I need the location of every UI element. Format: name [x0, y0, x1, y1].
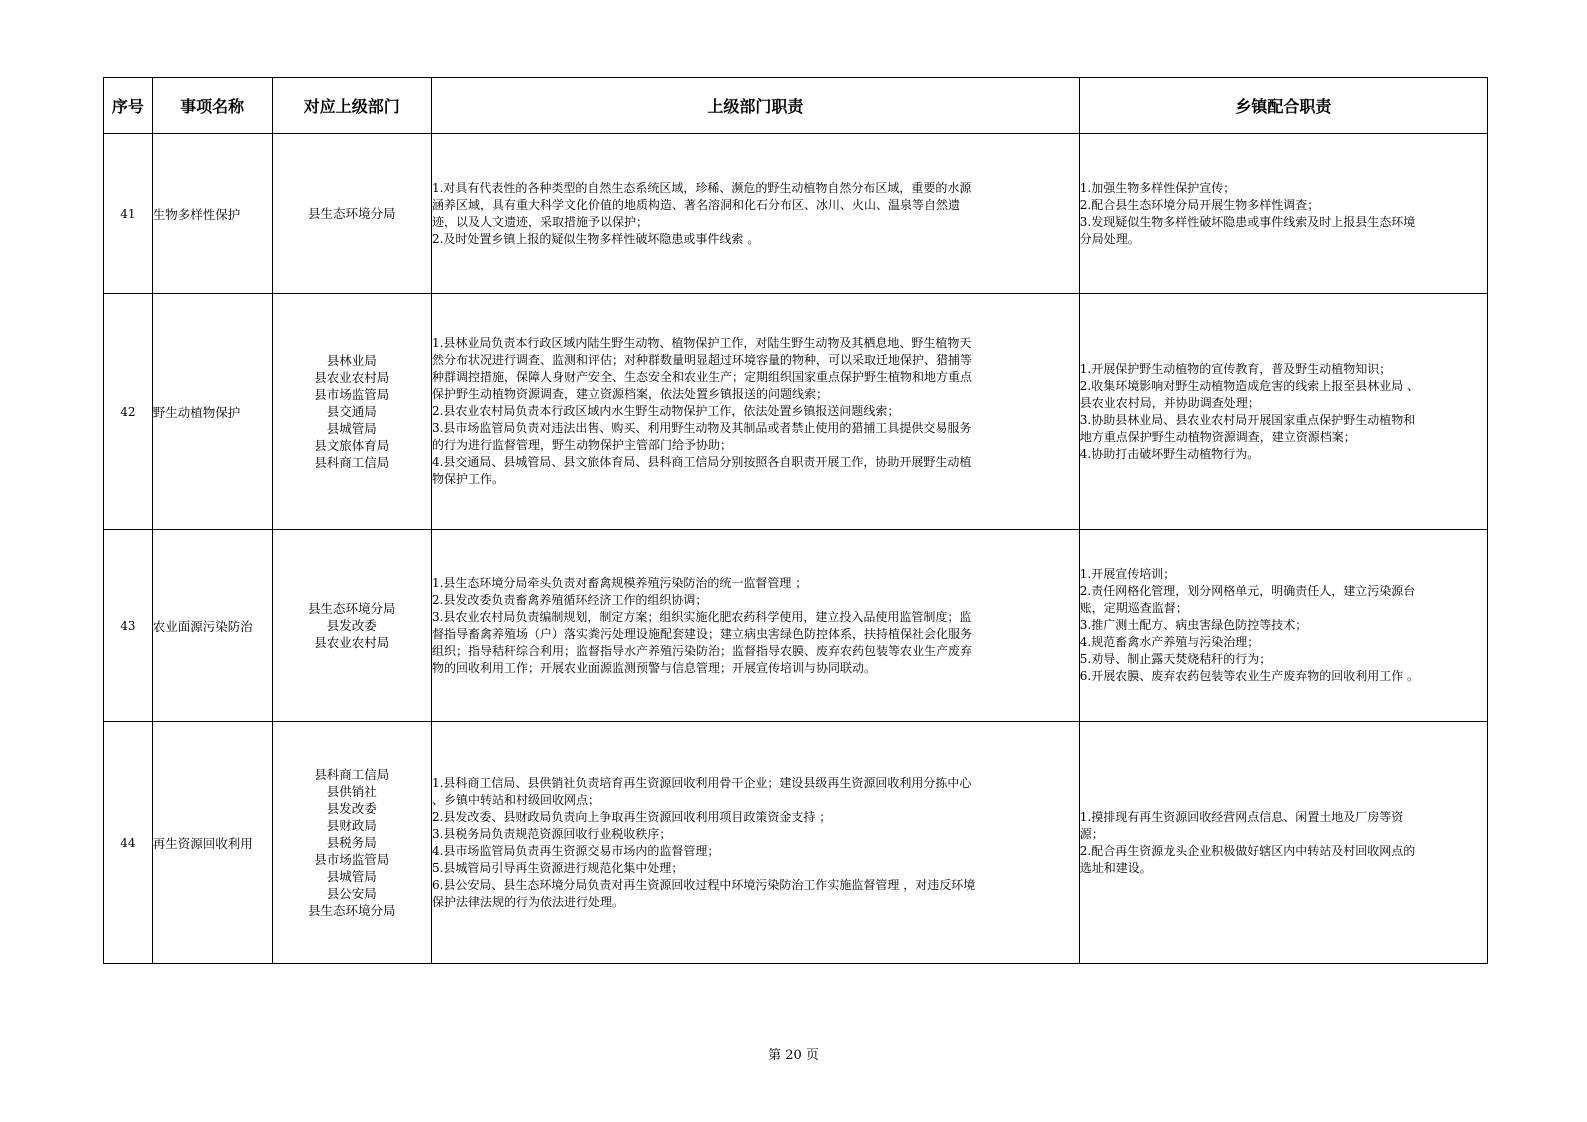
- duty-line: 4.县市场监管局负责再生资源交易市场内的监督管理；: [431, 843, 720, 858]
- duty-line: 2.县农业农村局负责本行政区域内水生野生动物保护工作，依法处置乡镇报送问题线索；: [431, 404, 900, 418]
- duty-line: 4.规范畜禽水产养殖与污染治理；: [1079, 635, 1260, 649]
- department-name: 县文旅体育局: [314, 438, 390, 453]
- duty-line: 然分布状况进行调查、监测和评估；对种群数量明显超过环境容量的物种，可以采取迁地保护、猎捕等: [431, 353, 972, 367]
- table-row: [104, 722, 1488, 964]
- row-town-duties: [1079, 294, 1487, 530]
- table-row: [104, 134, 1488, 294]
- department-name: 县发改委: [326, 801, 377, 816]
- department-name: 县公安局: [326, 886, 377, 901]
- department-name: 县财政局: [326, 818, 377, 833]
- row-item-name: 农业面源污染防治: [152, 530, 272, 722]
- row-seq: 43: [104, 530, 153, 722]
- department-name: 县科商工信局: [314, 767, 390, 782]
- duty-line: 3.协助县林业局、县农业农村局开展国家重点保护野生动植物和: [1079, 412, 1416, 427]
- duty-line: 6.开展农膜、废弃农药包装等农业生产废弃物的回收利用工作 。: [1079, 669, 1420, 683]
- duty-line: 种群调控措施，保障人身财产安全、生态安全和农业生产；定期组织国家重点保护野生植物和地方重点: [431, 370, 972, 384]
- row-upper-duties: [431, 722, 1079, 964]
- duty-line: 、乡镇中转站和村级回收网点；: [431, 792, 600, 807]
- duty-line: 源；: [1079, 826, 1104, 841]
- table-row: [104, 294, 1488, 530]
- duty-line: 3.发现疑似生物多样性破坏隐患或事件线索及时上报县生态环境: [1079, 214, 1416, 229]
- duty-line: 6.县公安局、县生态环境分局负责对再生资源回收过程中环境污染防治工作实施监督管理 ，对违反环境: [431, 877, 976, 892]
- duty-line: 2.县发改委、县财政局负责向上争取再生资源回收利用项目政策资金支持 ；: [431, 809, 832, 824]
- table-row: [104, 530, 1488, 722]
- row-departments: [272, 294, 431, 530]
- department-name: 县农业农村局: [314, 635, 390, 650]
- duty-line: 2.及时处置乡镇上报的疑似生物多样性破坏隐患或事件线索 。: [431, 231, 760, 246]
- duty-line: 1.加强生物多样性保护宣传；: [1079, 180, 1236, 195]
- department-name: 县发改委: [326, 618, 377, 633]
- duty-line: 县农业农村局，并协助调查处理；: [1079, 395, 1260, 410]
- header-item-name: 事项名称: [152, 78, 272, 134]
- duty-line: 2.配合再生资源龙头企业积极做好辖区内中转站及村回收网点的: [1079, 843, 1416, 858]
- duty-line: 分局处理。: [1079, 231, 1140, 246]
- row-seq: 41: [104, 134, 153, 294]
- department-name: 县交通局: [326, 404, 377, 419]
- duty-line: 3.县税务局负责规范资源回收行业税收秩序；: [431, 826, 672, 841]
- row-seq: 42: [104, 294, 153, 530]
- row-departments: [272, 722, 431, 964]
- department-name: 县生态环境分局: [307, 601, 396, 616]
- department-name: 县生态环境分局: [307, 903, 396, 918]
- duty-line: 1.县林业局负责本行政区域内陆生野生动物、植物保护工作，对陆生野生动物及其栖息地、野生植物天: [431, 336, 972, 350]
- row-seq: 44: [104, 722, 153, 964]
- duty-line: 5.劝导、制止露天焚烧秸秆的行为；: [1079, 652, 1272, 666]
- department-name: 县税务局: [326, 835, 377, 850]
- duty-line: 涵养区域，具有重大科学文化价值的地质构造、著名溶洞和化石分布区、冰川、火山、温泉等自然遗: [431, 197, 960, 212]
- row-town-duties: [1079, 530, 1487, 722]
- duty-line: 物保护工作。: [431, 472, 504, 486]
- header-upper-duties: 上级部门职责: [431, 78, 1079, 134]
- duty-line: 1.开展宣传培训；: [1079, 567, 1176, 581]
- department-name: 县生态环境分局: [307, 206, 396, 221]
- header-seq: 序号: [104, 78, 153, 134]
- duty-line: 账，定期巡查监督；: [1079, 601, 1188, 615]
- row-town-duties: [1079, 134, 1487, 294]
- department-name: 县城管局: [326, 421, 377, 436]
- row-town-duties: [1079, 722, 1487, 964]
- row-item-name: 生物多样性保护: [152, 134, 272, 294]
- table-header-row: [104, 78, 1488, 134]
- duty-line: 选址和建设。: [1079, 860, 1152, 875]
- duty-line: 迹，以及人文遗迹，采取措施予以保护；: [431, 214, 648, 229]
- duty-line: 1.摸排现有再生资源回收经营网点信息、闲置土地及厂房等资: [1079, 809, 1404, 824]
- duty-line: 5.县城管局引导再生资源进行规范化集中处理；: [431, 860, 684, 875]
- row-upper-duties: [431, 530, 1079, 722]
- duty-line: 组织；指导秸秆综合利用；监督指导水产养殖污染防治；监督指导农膜、废弃农药包装等农业生产废弃: [431, 643, 972, 658]
- duty-line: 督指导畜禽养殖场（户）落实粪污处理设施配套建设；建立病虫害绿色防控体系，扶持植保社会化服务: [431, 626, 972, 641]
- duty-line: 地方重点保护野生动植物资源调查，建立资源档案；: [1079, 429, 1356, 444]
- duty-line: 1.县生态环境分局牵头负责对畜禽规模养殖污染防治的统一监督管理 ；: [431, 575, 808, 590]
- duty-line: 保护野生动植物资源调查，建立资源档案，依法处置乡镇报送的问题线索；: [431, 387, 828, 401]
- header-upper-department: 对应上级部门: [272, 78, 431, 134]
- department-name: 县供销社: [326, 784, 377, 799]
- page-number: 第 20 页: [768, 1048, 819, 1063]
- department-name: 县农业农村局: [314, 370, 390, 385]
- duty-line: 1.县科商工信局、县供销社负责培育再生资源回收利用骨干企业；建设县级再生资源回收利用分拣中心: [431, 775, 972, 790]
- duty-line: 1.对具有代表性的各种类型的自然生态系统区域，珍稀、濒危的野生动植物自然分布区域，重要的水源: [431, 180, 972, 195]
- header-town-duties: 乡镇配合职责: [1079, 78, 1487, 134]
- row-departments: [272, 134, 431, 294]
- duty-line: 1.开展保护野生动植物的宣传教育，普及野生动植物知识；: [1079, 361, 1392, 376]
- row-item-name: 野生动植物保护: [152, 294, 272, 530]
- duty-line: 2.收集环境影响对野生动植物造成危害的线索上报至县林业局 、: [1079, 378, 1420, 393]
- duty-line: 2.配合县生态环境分局开展生物多样性调查；: [1079, 197, 1320, 212]
- duty-line: 3.县市场监管局负责对违法出售、购买、利用野生动物及其制品或者禁止使用的猎捕工具提供交易服务: [431, 421, 972, 435]
- duty-line: 4.协助打击破坏野生动植物行为。: [1079, 446, 1260, 461]
- row-upper-duties: [431, 134, 1079, 294]
- duty-line: 3.县农业农村局负责编制规划，制定方案；组织实施化肥农药科学使用，建立投入品使用监管制度；监: [431, 609, 972, 624]
- row-upper-duties: [431, 294, 1079, 530]
- duty-line: 2.县发改委负责畜禽养殖循环经济工作的组织协调；: [431, 592, 708, 607]
- department-name: 县城管局: [326, 869, 377, 884]
- duty-line: 2.责任网格化管理，划分网格单元，明确责任人，建立污染源台: [1079, 584, 1416, 598]
- duty-line: 4.县交通局、县城管局、县文旅体育局、县科商工信局分别按照各自职责开展工作，协助开展野生动植: [431, 455, 972, 469]
- department-name: 县市场监管局: [314, 852, 390, 867]
- row-departments: [272, 530, 431, 722]
- duties-table: [103, 77, 1488, 964]
- duty-line: 物的回收利用工作；开展农业面源监测预警与信息管理；开展宣传培训与协同联动。: [431, 660, 876, 675]
- duty-line: 保护法律法规的行为依法进行处理。: [431, 894, 624, 909]
- duty-line: 的行为进行监督管理，野生动物保护主管部门给予协助；: [431, 438, 732, 452]
- department-name: 县科商工信局: [314, 455, 390, 470]
- row-item-name: 再生资源回收利用: [152, 722, 272, 964]
- department-name: 县市场监管局: [314, 387, 390, 402]
- department-name: 县林业局: [326, 353, 377, 368]
- duty-line: 3.推广测土配方、病虫害绿色防控等技术；: [1079, 618, 1308, 632]
